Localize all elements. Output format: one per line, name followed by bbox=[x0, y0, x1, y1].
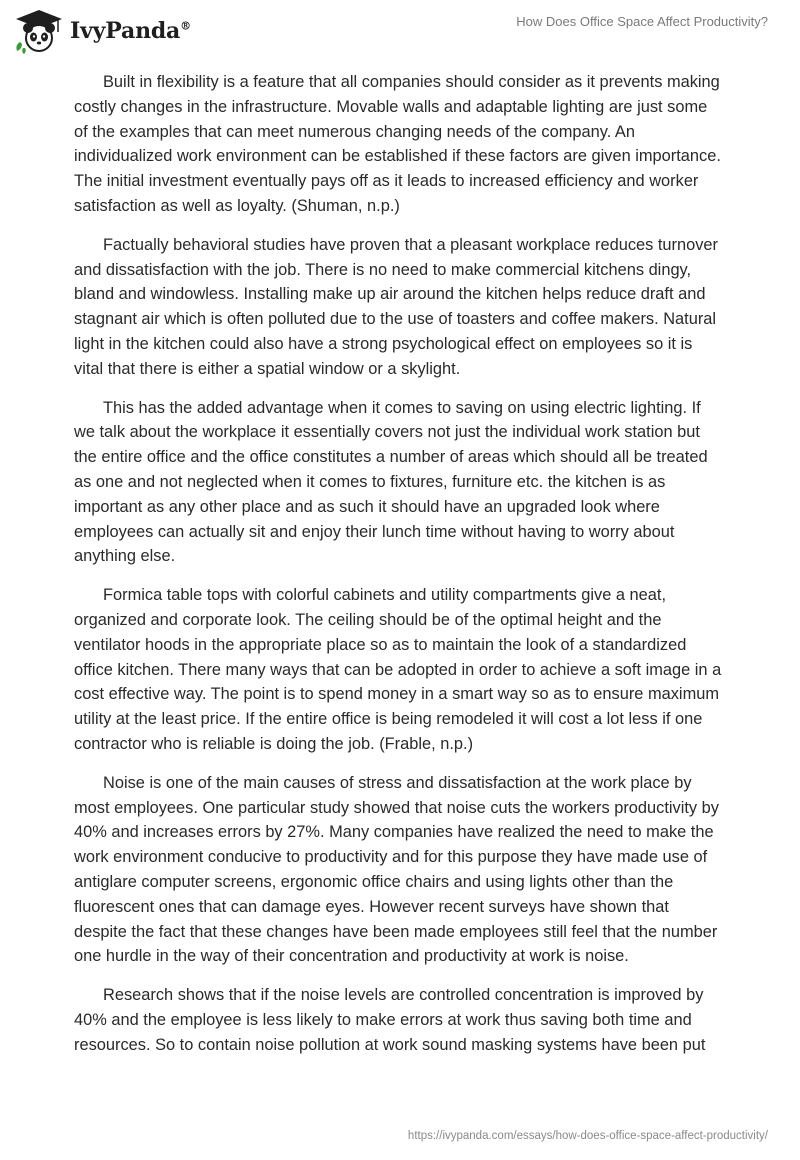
paragraph-2: Factually behavioral studies have proven that a pleasant workplace reduces turnover and dissatisfaction with the job. There is no need to make commercial kitchens dingy, bland and windowless. Installing make up air around the kitchen helps reduce draft and stagnant air which is often polluted due to the use of toasters and coffee makers. Natural light in the kitchen could also have a strong psychological effect on employees so it is vital that there is either a spatial window or a skylight. bbox=[74, 235, 719, 378]
panda-graduate-icon bbox=[14, 8, 64, 54]
paragraph-1: Built in flexibility is a feature that all companies should consider as it prevents making costly changes in the infrastructure. Movable walls and adaptable lighting are just some of the examples that can meet numerous changing needs of the company. An individualized work environment can be established if these factors are given importance. The initial investment eventually pays off as it leads to increased efficiency and worker satisfaction as well as loyalty. (Shuman, n.p.) bbox=[74, 73, 721, 215]
paragraph-6: Research shows that if the noise levels are controlled concentration is improved by 40% and the employee is less likely to make errors at work thus saving both time and resources. So to contain noise pollution at work sound masking systems have been put bbox=[74, 986, 706, 1054]
brand-text: IvyPanda bbox=[70, 18, 181, 44]
document-title: How Does Office Space Affect Productivity? bbox=[516, 14, 768, 29]
essay-body bbox=[74, 70, 724, 1071]
registered-mark: ® bbox=[180, 19, 191, 33]
page-header bbox=[0, 0, 800, 60]
brand-name bbox=[70, 18, 191, 44]
ivypanda-logo[interactable] bbox=[14, 6, 191, 56]
source-url-link[interactable]: https://ivypanda.com/essays/how-does-office-space-affect-productivity/ bbox=[407, 1130, 768, 1142]
paragraph-5: Noise is one of the main causes of stress and dissatisfaction at the work place by most employees. One particular study showed that noise cuts the workers productivity by 40% and increases errors by 27%. Many companies have realized the need to make the work environment conducive to productivity and for this purpose they have made use of antiglare computer screens, ergonomic office chairs and using lights other than the fluorescent ones that can damage eyes. However recent surveys have shown that despite the fact that these changes have been made employees still feel that the number one hurdle in the way of their concentration and productivity at work is noise. bbox=[74, 773, 719, 966]
paragraph-3: This has the added advantage when it comes to saving on using electric lighting. If we talk about the workplace it essentially covers not just the individual work station but the entire office and the office constitutes a number of areas which should all be treated as one and not neglected when it comes to fixtures, furniture etc. the kitchen is as important as any other place and as such it should have an upgraded look where employees can actually sit and enjoy their lunch time without having to worry about anything else. bbox=[74, 398, 708, 566]
paragraph-4: Formica table tops with colorful cabinets and utility compartments give a neat, organized and corporate look. The ceiling should be of the optimal height and the ventilator hoods in the appropriate place so as to maintain the look of a standardized office kitchen. There many ways that can be adopted in order to achieve a soft image in a cost effective way. The point is to spend money in a smart way so as to ensure maximum utility at the least price. If the entire office is being remodeled it will cost a lot less if one contractor who is reliable is doing the job. (Frable, n.p.) bbox=[74, 586, 722, 753]
